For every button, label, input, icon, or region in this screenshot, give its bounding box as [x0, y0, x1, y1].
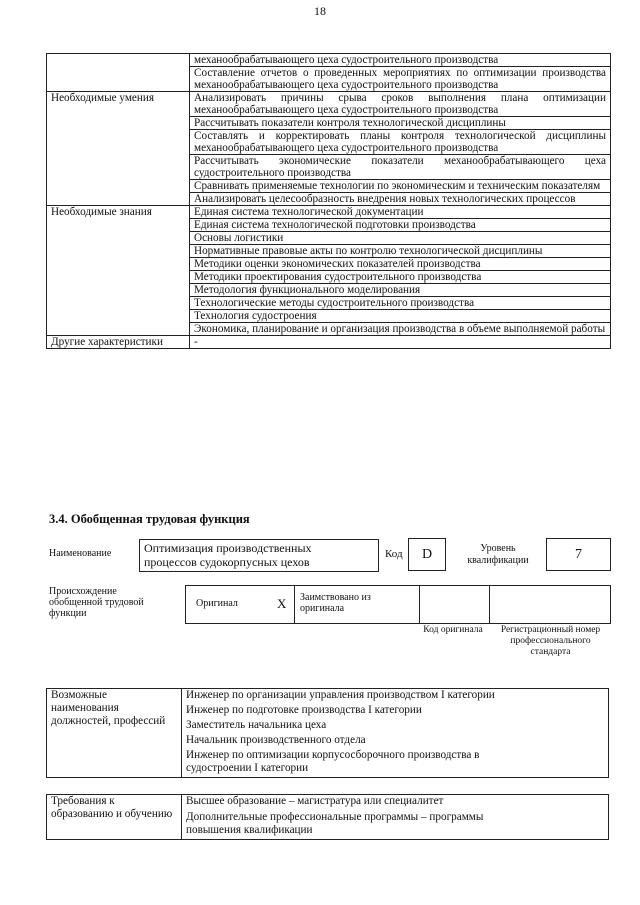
positions-list — [182, 689, 609, 778]
level-box — [546, 538, 611, 571]
umeniya-item: Анализировать причины срыва сроков выполнения плана оптимизации механообрабатывающего цеха судостроительного производства — [190, 92, 611, 117]
function-name: Оптимизация производственных процессов судокорпусных цехов — [144, 541, 312, 569]
name-label: Наименование — [49, 548, 112, 559]
borrowed-label: Заимствовано из оригинала — [300, 592, 371, 614]
reg-number-caption: Регистрационный номер профессионального стандарта — [500, 625, 601, 657]
section-title: 3.4. Обобщенная трудовая функция — [49, 512, 250, 526]
education-table — [46, 794, 609, 840]
znaniya-item: Единая система технологической документации — [190, 206, 611, 219]
umeniya-item: Рассчитывать показатели контроля технологической дисциплины — [190, 117, 611, 130]
other-value: - — [190, 336, 611, 349]
table-row — [47, 336, 611, 349]
position-item: Заместитель начальника цеха — [186, 719, 327, 731]
position-item: Инженер по оптимизации корпусосборочного производства в судостроении I категории — [186, 749, 480, 774]
znaniya-item: Основы логистики — [190, 232, 611, 245]
origin-box — [185, 585, 611, 624]
umeniya-item: Анализировать целесообразность внедрения новых технологических процессов — [190, 193, 611, 206]
page-number: 18 — [314, 4, 326, 18]
znaniya-item: Методики проектирования судостроительного производства — [190, 271, 611, 284]
position-item: Начальник производственного отдела — [186, 734, 366, 746]
level-value: 7 — [575, 547, 582, 562]
znaniya-item: Методология функционального моделирования — [190, 284, 611, 297]
table-cell: Составление отчетов о проведенных мероприятиях по оптимизации производства механообрабатывающего цеха судостроительного производства — [190, 67, 611, 92]
znaniya-item: Методики оценки экономических показателей производства — [190, 258, 611, 271]
table-row — [47, 795, 609, 840]
table-row — [47, 689, 609, 778]
education-item: Дополнительные профессиональные программы – программы повышения квалификации — [186, 811, 484, 836]
education-label: Требования к образованию и обучению — [47, 795, 182, 840]
position-item: Инженер по организации управления производством I категории — [186, 689, 495, 701]
education-list — [182, 795, 609, 840]
positions-table — [46, 688, 609, 778]
origin-label: Происхождение обобщенной трудовой функции — [49, 586, 144, 619]
table-row — [47, 92, 611, 117]
code-label: Код — [385, 548, 403, 560]
code-value: D — [421, 547, 433, 562]
table-cell: механообрабатывающего цеха судостроительного производства — [190, 54, 611, 67]
skills-table — [46, 53, 611, 349]
znaniya-item: Нормативные правовые акты по контролю технологической дисциплины — [190, 245, 611, 258]
umeniya-item: Сравнивать применяемые технологии по экономическим и техническим показателям — [190, 180, 611, 193]
code-box — [408, 538, 446, 571]
code-original-caption: Код оригинала — [423, 625, 483, 635]
other-label: Другие характеристики — [47, 336, 190, 349]
position-item: Инженер по подготовке производства I категории — [186, 704, 422, 716]
table-row — [47, 206, 611, 219]
education-item: Высшее образование – магистратура или специалитет — [186, 795, 444, 807]
znaniya-item: Технология судостроения — [190, 310, 611, 323]
umeniya-item: Составлять и корректировать планы контроля технологической дисциплины механообрабатывающего цеха судостроительного производства — [190, 130, 611, 155]
level-label: Уровень квалификации — [467, 543, 529, 566]
umeniya-label: Необходимые умения — [47, 92, 190, 206]
table-row — [47, 54, 611, 67]
znaniya-item: Технологические методы судостроительного производства — [190, 297, 611, 310]
positions-label: Возможные наименования должностей, профессий — [47, 689, 182, 778]
umeniya-item: Рассчитывать экономические показатели механообрабатывающего цеха судостроительного производства — [190, 155, 611, 180]
function-name-box — [139, 539, 379, 572]
znaniya-label: Необходимые знания — [47, 206, 190, 336]
znaniya-item: Единая система технологической подготовки производства — [190, 219, 611, 232]
original-mark: X — [277, 596, 287, 611]
znaniya-item: Экономика, планирование и организация производства в объеме выполняемой работы — [190, 323, 611, 336]
original-label: Оригинал — [196, 598, 238, 609]
